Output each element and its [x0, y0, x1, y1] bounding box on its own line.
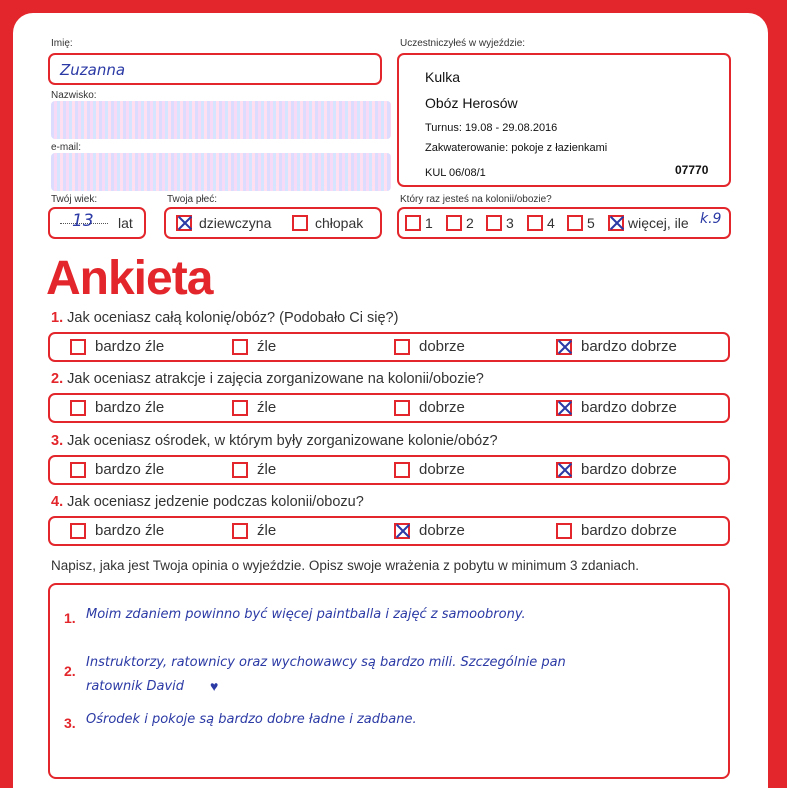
- question-label: Jak oceniasz całą kolonię/obóz? (Podobało Ci się?): [67, 310, 399, 326]
- rating-checkbox[interactable]: [232, 339, 248, 355]
- name-label: Imię:: [51, 38, 73, 49]
- trip-line1: Kulka: [425, 69, 461, 85]
- question-2-options: [48, 393, 730, 423]
- age-unit: lat: [118, 215, 133, 231]
- times-checkbox-5[interactable]: [567, 215, 583, 231]
- rating-checkbox[interactable]: [232, 523, 248, 539]
- surname-redacted: [51, 101, 391, 139]
- rating-option-label: dobrze: [419, 522, 465, 539]
- question-number: 1.: [51, 310, 64, 326]
- age-field[interactable]: [48, 207, 146, 239]
- age-label: Twój wiek:: [51, 194, 98, 205]
- rating-checkbox[interactable]: [394, 339, 410, 355]
- trip-turnus: Turnus: 19.08 - 29.08.2016: [425, 122, 558, 134]
- name-value: Zuzanna: [60, 61, 126, 79]
- question-label: Jak oceniasz ośrodek, w którym były zorganizowane kolonie/obóz?: [67, 433, 498, 449]
- question-number: 3.: [51, 433, 64, 449]
- rating-option-label: bardzo źle: [95, 399, 165, 416]
- trip-code: KUL 06/08/1: [425, 167, 486, 179]
- surname-label: Nazwisko:: [51, 90, 97, 101]
- gender-field: [164, 207, 382, 239]
- survey-sheet: [13, 13, 768, 788]
- opinion-number-1: 1.: [64, 610, 76, 626]
- rating-option-label: bardzo źle: [95, 338, 165, 355]
- opinion-number-2: 2.: [64, 663, 76, 679]
- rating-option-label: dobrze: [419, 461, 465, 478]
- question-1-text: [51, 310, 398, 326]
- question-2-text: [51, 371, 484, 387]
- times-option-more: więcej, ile: [628, 215, 689, 231]
- question-label: Jak oceniasz jedzenie podczas kolonii/obozu?: [67, 494, 364, 510]
- trip-line2: Obóz Herosów: [425, 95, 518, 111]
- times-option-3: 3: [506, 215, 514, 231]
- question-3-options: [48, 455, 730, 485]
- email-label: e-mail:: [51, 142, 82, 153]
- times-option-2: 2: [466, 215, 474, 231]
- rating-option-label: bardzo źle: [95, 461, 165, 478]
- rating-checkbox[interactable]: [394, 462, 410, 478]
- times-count-value: k.9: [700, 211, 722, 227]
- times-checkbox-more[interactable]: [608, 215, 624, 231]
- trip-label: Uczestniczyłeś w wyjeździe:: [400, 38, 526, 49]
- opinion-line-4: Ośrodek i pokoje są bardzo dobre ładne i zadbane.: [86, 712, 417, 727]
- times-option-4: 4: [547, 215, 555, 231]
- email-redacted: [51, 153, 391, 191]
- question-4-text: [51, 494, 364, 510]
- trip-box: [397, 53, 731, 187]
- rating-checkbox[interactable]: [394, 523, 410, 539]
- rating-checkbox[interactable]: [394, 400, 410, 416]
- times-label: Który raz jesteś na kolonii/obozie?: [400, 194, 552, 205]
- gender-option-girl: dziewczyna: [199, 215, 272, 231]
- heart-icon: ♥: [210, 678, 219, 694]
- rating-option-label: źle: [257, 522, 277, 539]
- rating-checkbox[interactable]: [556, 400, 572, 416]
- opinion-line-1: Moim zdaniem powinno być więcej paintballa i zajęć z samoobrony.: [86, 607, 526, 622]
- rating-option-label: źle: [257, 399, 277, 416]
- times-field: [397, 207, 731, 239]
- rating-option-label: dobrze: [419, 399, 465, 416]
- times-checkbox-3[interactable]: [486, 215, 502, 231]
- times-option-5: 5: [587, 215, 595, 231]
- rating-option-label: dobrze: [419, 338, 465, 355]
- opinion-prompt: Napisz, jaka jest Twoja opinia o wyjeździe. Opisz swoje wrażenia z pobytu w minimum 3 zdaniach.: [51, 558, 640, 573]
- rating-checkbox[interactable]: [232, 400, 248, 416]
- opinion-line-2: Instruktorzy, ratownicy oraz wychowawcy są bardzo mili. Szczególnie pan: [86, 655, 566, 670]
- trip-accommodation: Zakwaterowanie: pokoje z łazienkami: [425, 142, 608, 154]
- rating-option-label: źle: [257, 338, 277, 355]
- times-checkbox-4[interactable]: [527, 215, 543, 231]
- times-option-1: 1: [425, 215, 433, 231]
- rating-checkbox[interactable]: [556, 523, 572, 539]
- question-4-options: [48, 516, 730, 546]
- rating-checkbox[interactable]: [232, 462, 248, 478]
- question-label: Jak oceniasz atrakcje i zajęcia zorganizowane na kolonii/obozie?: [67, 371, 484, 387]
- rating-option-label: bardzo dobrze: [581, 522, 677, 539]
- rating-option-label: bardzo źle: [95, 522, 165, 539]
- gender-option-boy: chłopak: [315, 215, 364, 231]
- rating-option-label: źle: [257, 461, 277, 478]
- times-checkbox-1[interactable]: [405, 215, 421, 231]
- trip-number: 07770: [675, 163, 709, 177]
- opinion-number-3: 3.: [64, 715, 76, 731]
- question-1-options: [48, 332, 730, 362]
- gender-label: Twoja płeć:: [167, 194, 218, 205]
- rating-checkbox[interactable]: [70, 339, 86, 355]
- rating-option-label: bardzo dobrze: [581, 399, 677, 416]
- gender-checkbox-boy[interactable]: [292, 215, 308, 231]
- question-number: 4.: [51, 494, 64, 510]
- opinion-box[interactable]: [48, 583, 730, 779]
- age-value: 13: [72, 211, 94, 231]
- rating-option-label: bardzo dobrze: [581, 338, 677, 355]
- opinion-line-3: ratownik David: [86, 679, 185, 694]
- rating-checkbox[interactable]: [556, 462, 572, 478]
- rating-checkbox[interactable]: [70, 400, 86, 416]
- question-number: 2.: [51, 371, 64, 387]
- rating-option-label: bardzo dobrze: [581, 461, 677, 478]
- rating-checkbox[interactable]: [70, 462, 86, 478]
- survey-title: Ankieta: [46, 252, 213, 305]
- rating-checkbox[interactable]: [556, 339, 572, 355]
- name-field[interactable]: [48, 53, 382, 85]
- times-checkbox-2[interactable]: [446, 215, 462, 231]
- gender-checkbox-girl[interactable]: [176, 215, 192, 231]
- rating-checkbox[interactable]: [70, 523, 86, 539]
- question-3-text: [51, 433, 498, 449]
